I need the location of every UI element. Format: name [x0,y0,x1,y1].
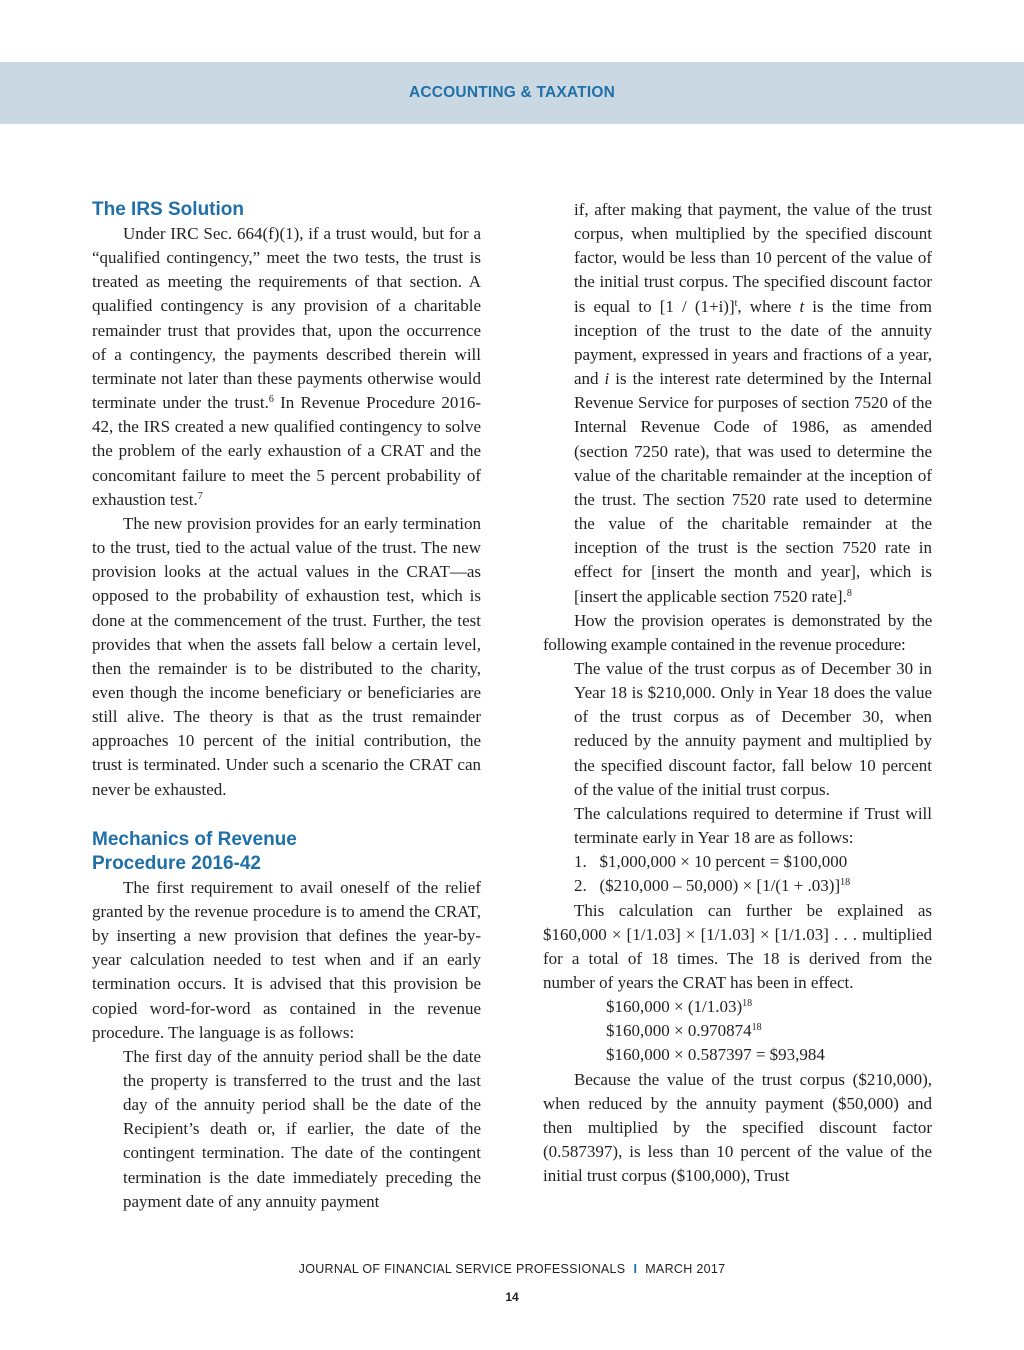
right-column [543,198,932,1188]
quoted-example: The value of the trust corpus as of December 30 in Year 18 is $210,000. Only in Year 18 does the value of the trust corpus as of December 30, when reduced by the annuity payment and multiplied by the specified discount factor, fall below 10 percent of the value of the initial trust corpus. [574,658,932,799]
quoted-provision: The first day of the annuity period shall be the date the property is transferred to the trust and the last day of the annuity period shall be the date of the Recipient’s death or, if earlier, the date of the contingent termination. The date of the contingent termination is the date immediately preceding the payment date of any annuity payment [123,1046,481,1211]
footer-separator: I [633,1262,638,1276]
paragraph-text: is the time from inception of the trust to the date of the annuity payment, expressed in years and fractions of a year, and [574,296,932,389]
paragraph-first-requirement: The first requirement to avail oneself of the relief granted by the revenue procedure is to amend the CRAT, by inserting a new provision that defines the year-by-year calculation needed to test when and if an early termination occurs. It is advised that this provision be copied word-for-word as contained in the revenue procedure. The language is as follows: [92,877,481,1042]
journal-name: JOURNAL OF FINANCIAL SERVICE PROFESSIONALS [298,1262,626,1276]
paragraph-text: is the interest rate determined by the Internal Revenue Service for purposes of section 7520 of the Internal Revenue Code of 1986, as amended (section 7250 rate), that was used to determine the value of the charitable remainder at the inception of the trust. The section 7520 rate used to determine the value of the charitable remainder at the inception of the trust is the section 7520 rate in effect for [insert the month and year], which is [insert the applicable section 7520 rate]. [574,369,932,606]
paragraph-text: , where [737,296,800,316]
paragraph-new-provision: The new provision provides for an early termination to the trust, tied to the actual value of the trust. The new provision looks at the actual values in the CRAT—as opposed to the probability of exhaustion test, which is done at the commencement of the trust. Further, the test provides that when the assets fall below a certain level, then the remainder is to be distributed to the charity, even though the income beneficiary or beneficiaries are still alive. The theory is that as the trust remainder approaches 10 percent of the initial contribution, the trust is terminated. Under such a scenario the CRAT can never be exhausted. [92,513,481,799]
quoted-calculations-intro: The calculations required to determine if Trust will terminate early in Year 18 are as follows: [574,803,932,848]
footnote-ref-8: 8 [846,587,852,599]
page-footer [0,1262,1024,1276]
paragraph-calculation-explained: This calculation can further be explained as $160,000 × [1/1.03] × [1/1.03] × [1/1.03] . . . multiplied for a total of 18 times. The 18 is derived from the number of years the CRAT has been in effect. [543,900,932,992]
variable-i: i [604,369,610,389]
left-column [92,198,481,1214]
footnote-ref-6: 6 [268,394,274,406]
paragraph-text: Under IRC Sec. 664(f)(1), if a trust would, but for a “qualified contingency,” meet the two tests, the trust is treated as meeting the requirements of that section. A qualified contingency is any provision of a charitable remainder trust that provides that, upon the occurrence of a contingency, the payments described therein will terminate not later than these payments otherwise would terminate under the trust. [92,224,481,413]
page-number: 14 [505,1290,519,1304]
section-title: ACCOUNTING & TAXATION [409,84,615,101]
paragraph-conclusion: Because the value of the trust corpus ($210,000), when reduced by the annuity payment ($50,000) and then multiplied by the specified discount factor (0.587397), is less than 10 percent of the value of the initial trust corpus ($100,000), Trust [543,1069,932,1186]
calculation-text: 2. ($210,000 – 50,000) × [1/(1 + .03)] [574,876,841,896]
equation-2 [543,1019,932,1043]
section-banner [0,62,1024,124]
equation-3: $160,000 × 0.587397 = $93,984 [606,1045,825,1065]
footnote-ref-7: 7 [197,490,203,502]
quoted-provision-continued [543,198,932,609]
exponent-t: t [734,297,738,309]
equation-1 [543,995,932,1019]
exponent-18: 18 [840,877,851,889]
exponent-18: 18 [742,998,753,1010]
calculation-item-2 [543,874,932,898]
paragraph-text: In Revenue Procedure 2016-42, the IRS created a new qualified contingency to solve the problem of the early exhaustion of a CRAT and the concomitant failure to meet the 5 percent probability of exhaustion test. [92,393,481,509]
exponent-18: 18 [751,1022,762,1034]
paragraph-text: if, after making that payment, the value of the trust corpus, when multiplied by the specified discount factor, would be less than 10 percent of the value of the initial trust corpus. The specified discount factor is equal to [1 / (1+i)] [574,200,932,316]
equation-text: $160,000 × (1/1.03) [606,997,743,1017]
equation-text: $160,000 × 0.970874 [606,1021,752,1041]
issue-date: MARCH 2017 [645,1262,726,1276]
heading-mechanics [92,828,481,876]
heading-line-1: Mechanics of Revenue [92,828,297,850]
paragraph-example-intro: How the provision operates is demonstrated by the following example contained in the revenue procedure: [543,610,932,654]
heading-line-2: Procedure 2016-42 [92,852,261,874]
calculation-item-1: 1. $1,000,000 × 10 percent = $100,000 [574,852,848,872]
heading-irs-solution: The IRS Solution [92,199,244,220]
paragraph-irs-solution [92,222,481,512]
variable-t: t [799,296,805,316]
